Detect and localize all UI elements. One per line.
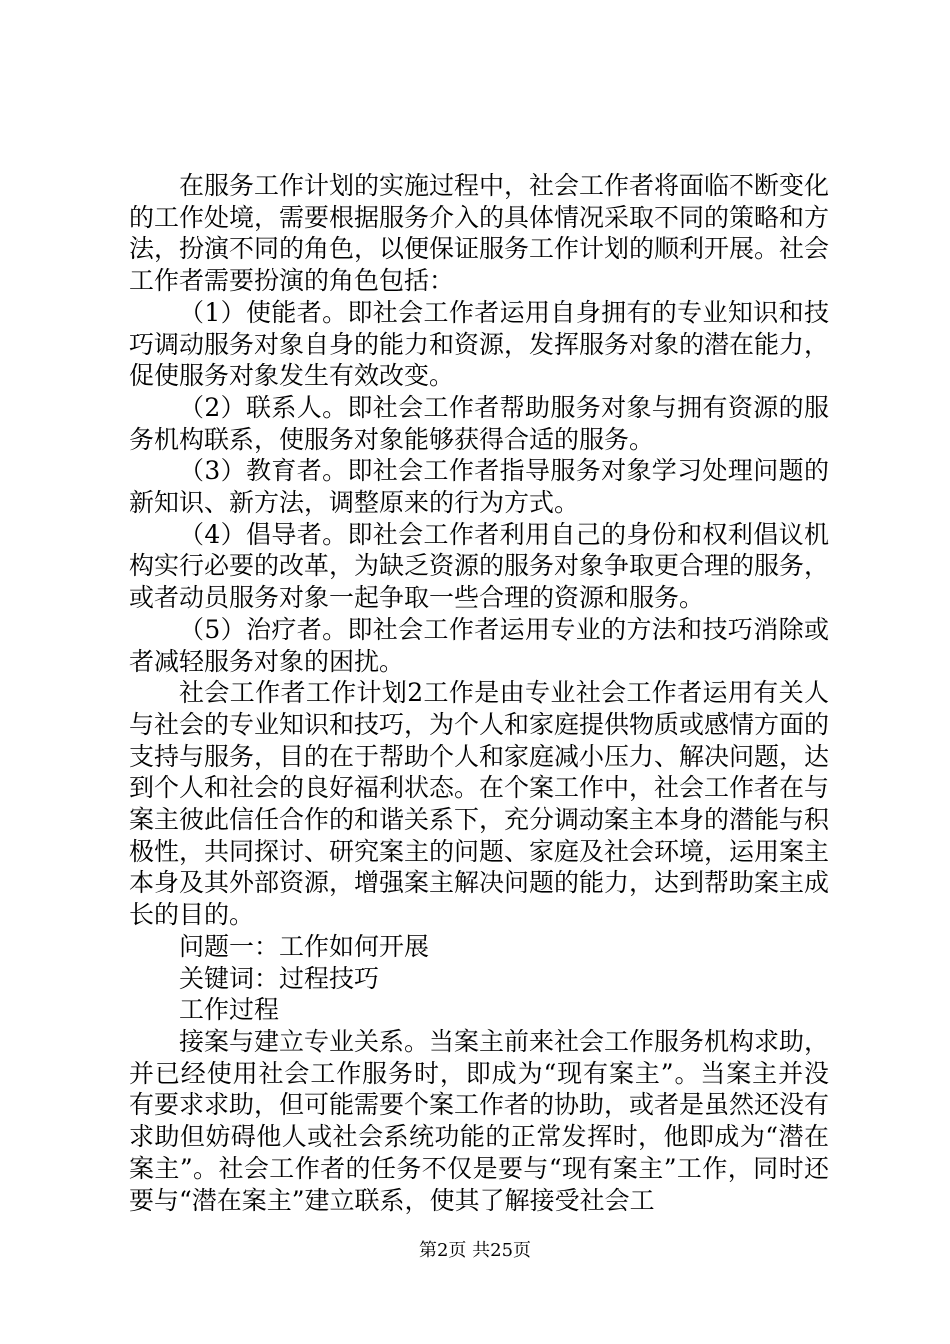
paragraph-intro: 在服务工作计划的实施过程中，社会工作者将面临不断变化的工作处境，需要根据服务介入的具体情况采取不同的策略和方法，扮演不同的角色，以便保证服务工作计划的顺利开展。社会工作者需要扮演的角色包括： xyxy=(129,171,830,296)
page-footer: 第2页 共25页 xyxy=(418,1240,532,1261)
paragraph-keywords: 关键词：过程技巧 xyxy=(179,963,380,993)
paragraph-role-educator: （3）教育者。即社会工作者指导服务对象学习处理问题的新知识、新方法，调整原来的行为方式。 xyxy=(129,456,829,518)
paragraph-role-therapist: （5）治疗者。即社会工作者运用专业的方法和技巧消除或者减轻服务对象的困扰。 xyxy=(129,614,829,676)
paragraph-intake: 接案与建立专业关系。当案主前来社会工作服务机构求助，并已经使用社会工作服务时，即成为“现有案主”。当案主并没有要求求助，但可能需要个案工作者的协助，或者是虽然还没有求助但妨碍他人或社会系统功能的正常发挥时，他即成为“潜在案主”。社会工作者的任务不仅是要与“现有案主”工作，同时还要与“潜在案主”建立联系，使其了解接受社会工 xyxy=(129,1026,830,1215)
paragraph-role-advocate: （4）倡导者。即社会工作者利用自己的身份和权利倡议机构实行必要的改革，为缺乏资源的服务对象争取更合理的服务，或者动员服务对象一起争取一些合理的资源和服务。 xyxy=(129,519,830,613)
paragraph-question-one: 问题一：工作如何开展 xyxy=(179,931,430,961)
paragraph-plan-2: 社会工作者工作计划2工作是由专业社会工作者运用有关人与社会的专业知识和技巧，为个人和家庭提供物质或感情方面的支持与服务，目的在于帮助个人和家庭减小压力、解决问题，达到个人和社会的良好福利状态。在个案工作中，社会工作者在与案主彼此信任合作的和谐关系下，充分调动案主本身的潜能与积极性，共同探讨、研究案主的问题、家庭及社会环境，运用案主本身及其外部资源，增强案主解决问题的能力，达到帮助案主成长的目的。 xyxy=(129,678,830,930)
paragraph-role-enabler: （1）使能者。即社会工作者运用自身拥有的专业知识和技巧调动服务对象自身的能力和资源，发挥服务对象的潜在能力，促使服务对象发生有效改变。 xyxy=(129,297,830,391)
paragraph-work-process: 工作过程 xyxy=(179,995,280,1025)
paragraph-role-liaison: （2）联系人。即社会工作者帮助服务对象与拥有资源的服务机构联系，使服务对象能够获得合适的服务。 xyxy=(129,392,829,454)
document-body xyxy=(129,170,829,1216)
